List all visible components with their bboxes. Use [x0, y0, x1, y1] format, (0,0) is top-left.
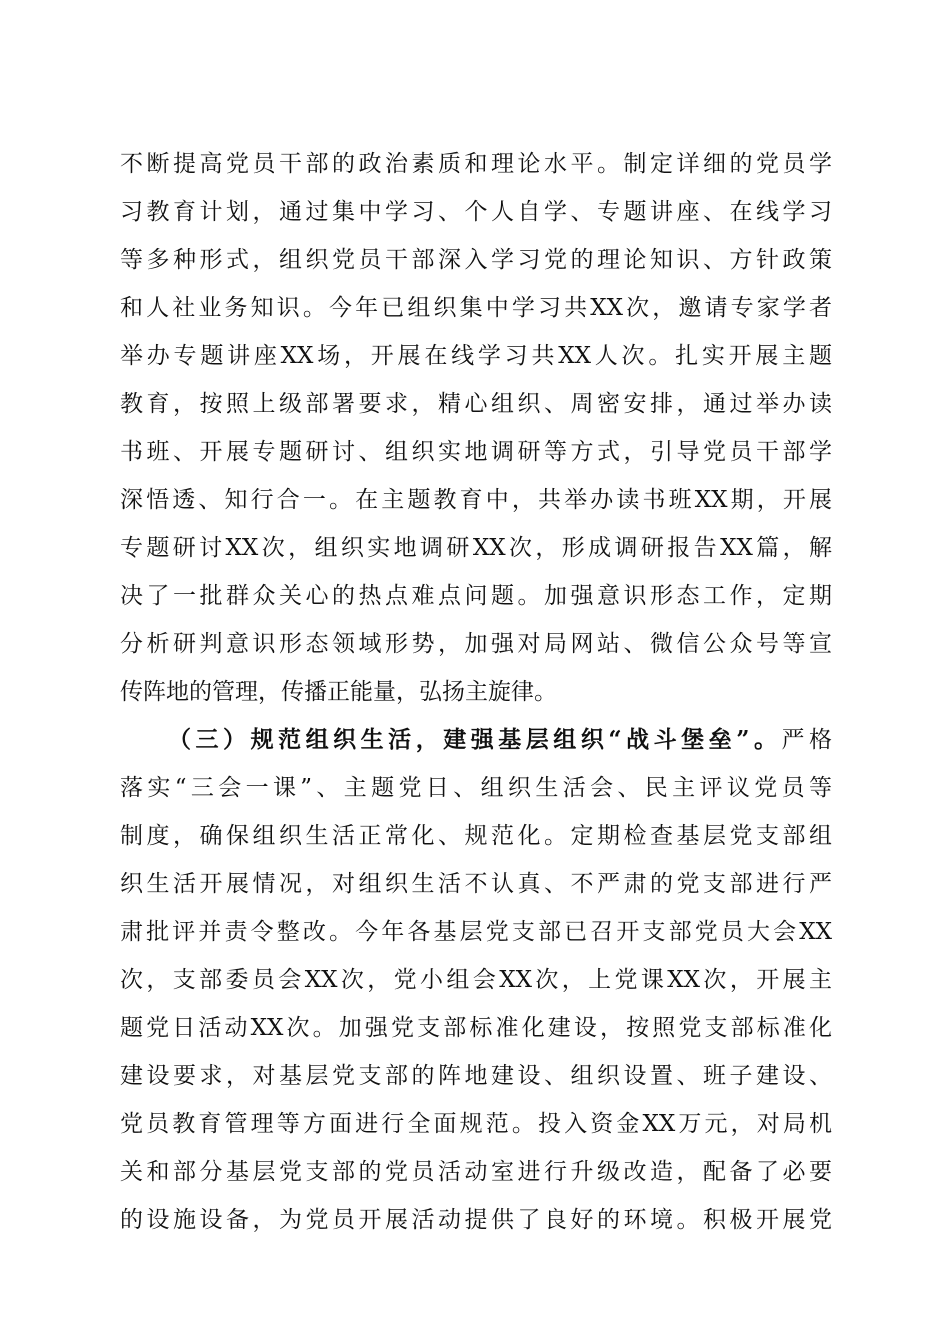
section-heading: （三）规范组织生活，建强基层组织“战斗堡垒”。	[168, 726, 782, 753]
text-line: 举办专题讲座XX场，开展在线学习共XX人次。扎实开展主题	[120, 343, 832, 369]
text-line: 不断提高党员干部的政治素质和理论水平。制定详细的党员学	[120, 151, 832, 177]
text-line: 题党日活动XX次。加强党支部标准化建设，按照党支部标准化	[120, 1015, 832, 1041]
text-line: 习教育计划，通过集中学习、个人自学、专题讲座、在线学习	[120, 199, 832, 225]
text-line: 制度，确保组织生活正常化、规范化。定期检查基层党支部组	[120, 823, 832, 849]
paragraph-organization-life	[120, 716, 832, 1244]
text-line: 落实“三会一课”、主题党日、组织生活会、民主评议党员等	[120, 775, 832, 801]
text-line: 教育，按照上级部署要求，精心组织、周密安排，通过举办读	[120, 391, 832, 417]
text-line: 次，支部委员会XX次，党小组会XX次，上党课XX次，开展主	[120, 967, 832, 993]
text-line: 决了一批群众关心的热点难点问题。加强意识形态工作，定期	[120, 583, 832, 609]
text-line: 深悟透、知行合一。在主题教育中，共举办读书班XX期，开展	[120, 487, 832, 513]
text-line: 专题研讨XX次，组织实地调研XX次，形成调研报告XX篇，解	[120, 535, 832, 561]
text-line: 的设施设备，为党员开展活动提供了良好的环境。积极开展党	[120, 1207, 832, 1233]
text-line: 传阵地的管理，传播正能量，弘扬主旋律。	[120, 679, 557, 705]
text-line: 和人社业务知识。今年已组织集中学习共XX次，邀请专家学者	[120, 295, 832, 321]
text-line: 书班、开展专题研讨、组织实地调研等方式，引导党员干部学	[120, 439, 832, 465]
text-line: 等多种形式，组织党员干部深入学习党的理论知识、方针政策	[120, 247, 832, 273]
text-line: 织生活开展情况，对组织生活不认真、不严肃的党支部进行严	[120, 871, 832, 897]
text-line: 肃批评并责令整改。今年各基层党支部已召开支部党员大会XX	[120, 919, 832, 945]
heading-line-continuation: 严格	[781, 727, 832, 753]
section-heading-line	[120, 716, 832, 764]
text-line: 关和部分基层党支部的党员活动室进行升级改造，配备了必要	[120, 1159, 832, 1185]
text-line: 分析研判意识形态领域形势，加强对局网站、微信公众号等宣	[120, 631, 832, 657]
document-body	[120, 140, 832, 1244]
text-line: 党员教育管理等方面进行全面规范。投入资金XX万元，对局机	[120, 1111, 832, 1137]
text-line: 建设要求，对基层党支部的阵地建设、组织设置、班子建设、	[120, 1063, 832, 1089]
paragraph-party-study	[120, 140, 832, 716]
